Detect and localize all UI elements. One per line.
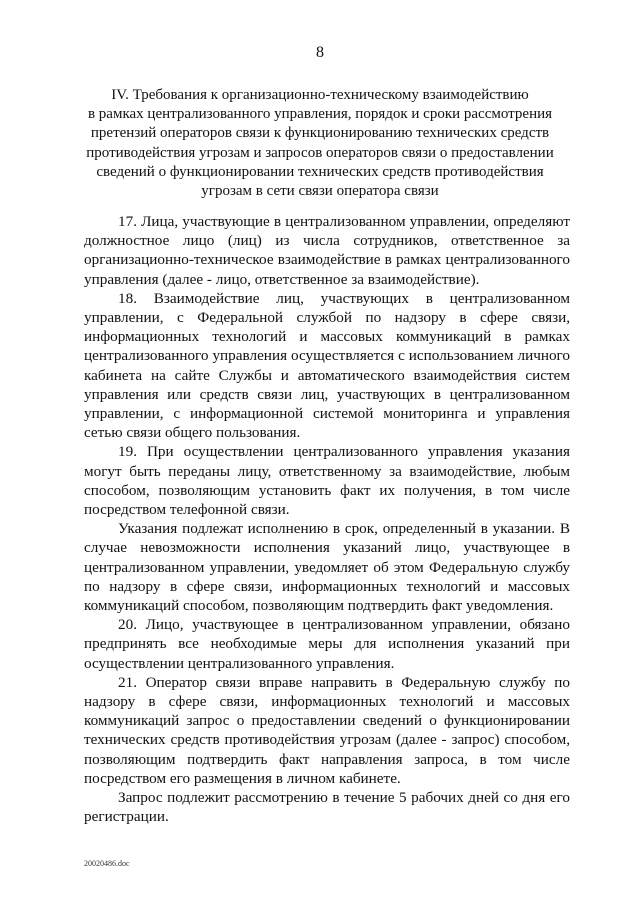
paragraph-19: 19. При осуществлении централизованного управления указания могут быть переданы лицу, ответственному за взаимодействие, любым способом, позволяющим установить факт их получения, в том числе посредством телефонной связи. [84,443,570,519]
document-body [84,212,570,827]
heading-line: угрозам в сети связи оператора связи [201,183,439,200]
paragraph-21-continuation: Запрос подлежит рассмотрению в течение 5 рабочих дней со дня его регистрации. [84,789,570,826]
paragraph-19-continuation: Указания подлежат исполнению в срок, определенный в указании. В случае невозможности исполнения указаний лицо, участвующее в централизованном управлении, уведомляет об этом Федеральную службу по надзору в сфере связи, информационных технологий и массовых коммуникаций способом, позволяющим подтвердить факт уведомления. [84,520,570,615]
paragraph-21: 21. Оператор связи вправе направить в Федеральную службу по надзору в сфере связи, информационных технологий и массовых коммуникаций запрос о предоставлении сведений о функционировании технических средств противодействия угрозам (далее - запрос) способом, позволяющим подтвердить факт направления запроса, в том числе посредством его размещения в личном кабинете. [84,673,570,787]
heading-line: IV. Требования к организационно-техническому взаимодействию [111,87,529,103]
heading-line: сведений о функционировании технических средств противодействия [96,163,544,180]
footer-file-name: 20020486.doc [84,859,130,868]
section-heading [70,86,570,201]
heading-line: претензий операторов связи к функционированию технических средств [90,125,550,142]
heading-line: противодействия угрозам и запросов операторов связи о предоставлении [86,144,554,161]
page-number: 8 [316,44,324,61]
paragraph-17: 17. Лица, участвующие в централизованном управлении, определяют должностное лицо (лиц) из числа сотрудников, ответственное за организационно-техническое взаимодействие в рамках централизованного управления (далее - лицо, ответственное за взаимодействие). [84,213,570,288]
paragraph-18: 18. Взаимодействие лиц, участвующих в централизованном управлении, с Федеральной службой по надзору в сфере связи, информационных технологий и массовых коммуникаций в рамках централизованного управления осуществляется с использованием личного кабинета на сайте Службы и автоматического взаимодействия систем управления или средств связи лиц, участвующих в централизованном управлении, с информационной системой мониторинга и управления сетью связи общего пользования. [84,289,570,442]
paragraph-20: 20. Лицо, участвующее в централизованном управлении, обязано предпринять все необходимые меры для исполнения указаний при осуществлении централизованного управления. [84,616,570,672]
heading-line: в рамках централизованного управления, порядок и сроки рассмотрения [87,106,553,123]
